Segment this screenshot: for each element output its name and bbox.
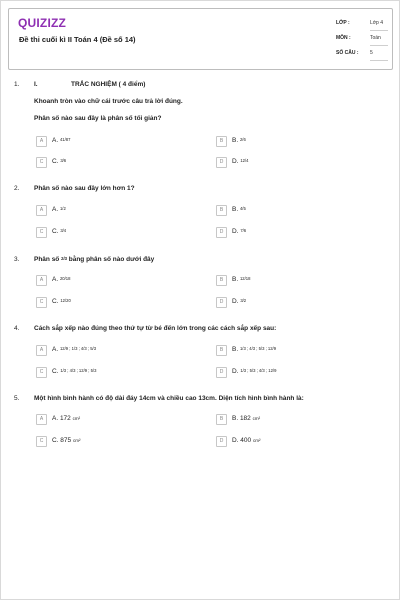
option-label: C.	[52, 228, 59, 235]
unit: cm²	[252, 416, 261, 421]
option-letter-box[interactable]: D	[216, 436, 227, 447]
option-label: A.	[52, 346, 59, 353]
question-number: 5.	[14, 395, 20, 402]
option-letter-box[interactable]: C	[36, 227, 47, 238]
option-letter-box[interactable]: B	[216, 345, 227, 356]
fraction: 41/87	[59, 137, 71, 142]
meta-question-count	[336, 48, 391, 61]
fraction: 4/5	[239, 206, 246, 211]
option-letter-box[interactable]: A	[36, 205, 47, 216]
question-number: 3.	[14, 256, 20, 263]
option-label: B.	[232, 206, 239, 213]
option-letter-box[interactable]: C	[36, 367, 47, 378]
fraction-list: 12/9 ; 1/3 ; 4/3 ; 5/3	[59, 346, 97, 351]
fraction: 3/6	[60, 158, 67, 163]
option-letter-box[interactable]: D	[216, 297, 227, 308]
fraction: 2/6	[239, 137, 246, 142]
option-letter-box[interactable]: D	[216, 157, 227, 168]
meta-grade	[336, 18, 391, 31]
fraction: 12/18	[239, 276, 251, 281]
meta-grade-value: Lớp 4	[370, 18, 388, 31]
question-number: 1.	[14, 81, 20, 88]
question-text: Cách sắp xếp nào đúng theo thứ tự từ bé đến lớn trong các cách sắp xếp sau:	[34, 325, 277, 332]
option-label: C. 875	[52, 437, 72, 444]
fraction: 1/2	[59, 206, 66, 211]
option-label: A.	[52, 137, 59, 144]
option-label: B.	[232, 346, 239, 353]
option-label: A. 172	[52, 415, 71, 422]
unit: cm²	[252, 438, 261, 443]
fraction: 2/3	[61, 256, 67, 261]
option-letter-box[interactable]: A	[36, 136, 47, 147]
fraction: 12/20	[60, 298, 71, 303]
question-text	[34, 256, 154, 263]
meta-count-label: SỐ CÂU :	[336, 50, 359, 56]
option-letter-box[interactable]: C	[36, 157, 47, 168]
option-letter-box[interactable]: A	[36, 275, 47, 286]
option-label: C.	[52, 158, 59, 165]
option-letter-box[interactable]: C	[36, 297, 47, 308]
worksheet-header	[8, 8, 393, 70]
option-label: D.	[232, 298, 239, 305]
fraction: 3/2	[240, 298, 247, 303]
question-number: 2.	[14, 185, 20, 192]
option-label: D.	[232, 368, 239, 375]
option-letter-box[interactable]: D	[216, 367, 227, 378]
option-letter-box[interactable]: A	[36, 345, 47, 356]
meta-subject-value: Toán	[370, 33, 388, 46]
option-label: B.	[232, 276, 239, 283]
meta-count-value: 5	[370, 48, 388, 61]
option-letter-box[interactable]: D	[216, 227, 227, 238]
question-text: Phân số nào sau đây lớn hơn 1?	[34, 185, 135, 192]
meta-subject-label: MÔN :	[336, 35, 351, 41]
meta-grade-label: LỚP :	[336, 20, 350, 26]
option-label: B. 182	[232, 415, 251, 422]
question-text: Một hình bình hành có độ dài đáy 14cm và chiều cao 13cm. Diện tích hình bình hành là:	[34, 395, 304, 402]
option-letter-box[interactable]: A	[36, 414, 47, 425]
option-letter-box[interactable]: B	[216, 205, 227, 216]
fraction: 12/4	[240, 158, 249, 163]
fraction-list: 1/3 ; 4/3 ; 12/9 ; 5/3	[60, 368, 97, 373]
fraction-list: 1/3 ; 5/3 ; 4/3 ; 12/9	[240, 368, 277, 373]
question-text-end: bằng phân số nào dưới đây	[68, 256, 155, 263]
option-label: D. 400	[232, 437, 252, 444]
fraction: 20/18	[59, 276, 71, 281]
section-heading-roman: I.	[34, 81, 38, 88]
section-heading: TRẮC NGHIỆM ( 4 điểm)	[71, 81, 146, 88]
fraction-list: 1/3 ; 4/3 ; 5/3 ; 12/9	[239, 346, 277, 351]
option-label: B.	[232, 137, 239, 144]
option-label: D.	[232, 228, 239, 235]
fraction: 7/6	[240, 228, 247, 233]
option-label: D.	[232, 158, 239, 165]
question-text: Phân số nào sau đây là phân số tối giản?	[34, 115, 162, 122]
quizizz-logo: QUIZIZZ	[18, 16, 67, 30]
meta-subject	[336, 33, 391, 46]
fraction: 3/4	[60, 228, 67, 233]
option-label: C.	[52, 298, 59, 305]
option-label: A.	[52, 276, 59, 283]
option-label: A.	[52, 206, 59, 213]
option-letter-box[interactable]: B	[216, 414, 227, 425]
unit: cm²	[72, 416, 81, 421]
option-label: C.	[52, 368, 59, 375]
option-letter-box[interactable]: B	[216, 136, 227, 147]
instruction-text: Khoanh tròn vào chữ cái trước câu trả lời đúng.	[34, 98, 183, 105]
unit: cm²	[72, 438, 81, 443]
worksheet-title: Đề thi cuối kì II Toán 4 (Đề số 14)	[19, 35, 136, 44]
question-text-start: Phân số	[34, 256, 60, 263]
option-letter-box[interactable]: B	[216, 275, 227, 286]
question-number: 4.	[14, 325, 20, 332]
option-letter-box[interactable]: C	[36, 436, 47, 447]
